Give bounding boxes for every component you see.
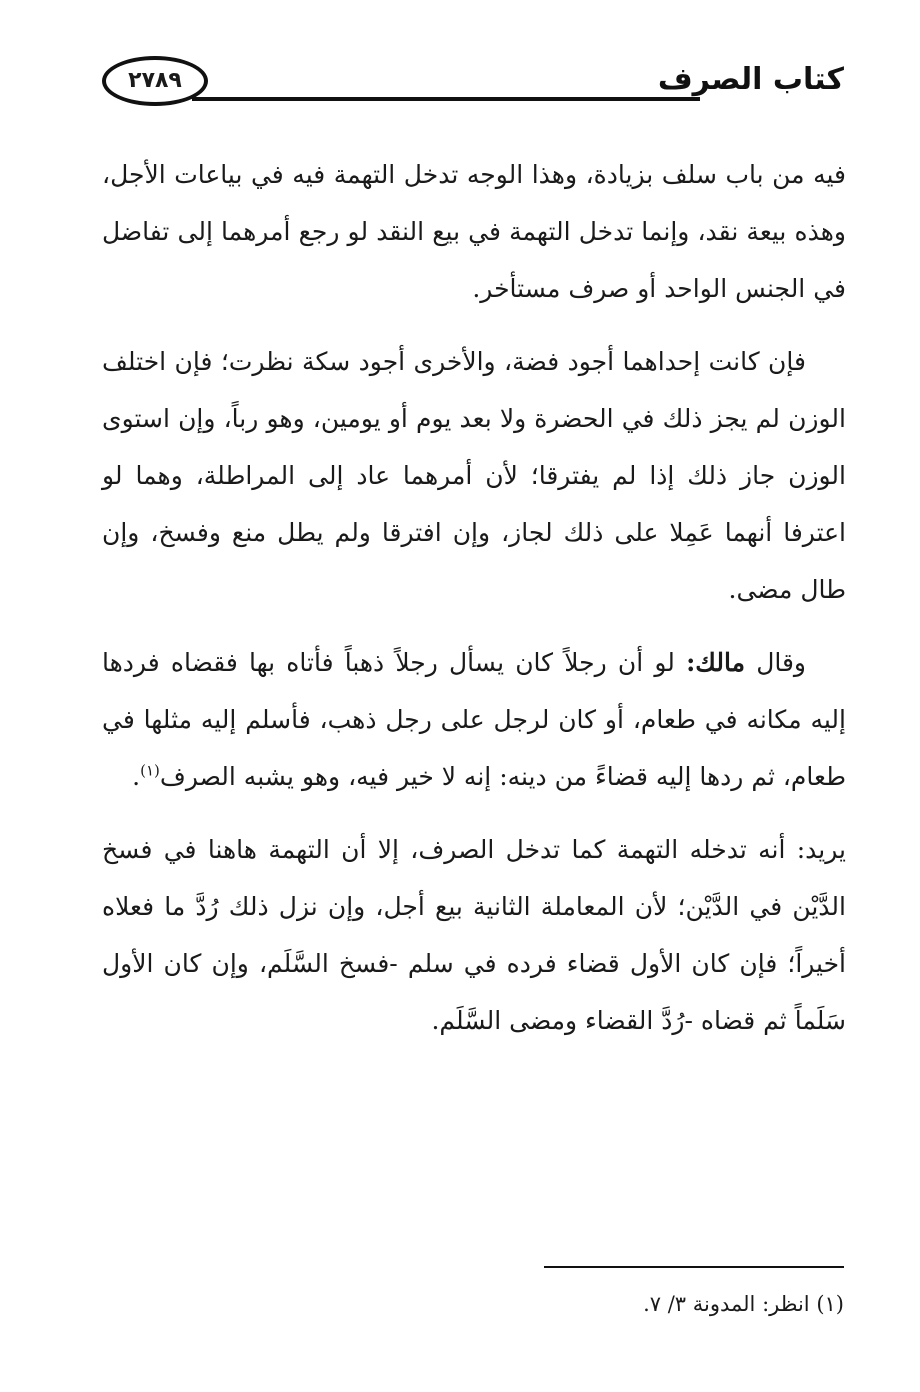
paragraph-1: فيه من باب سلف بزيادة، وهذا الوجه تدخل التهمة فيه في بياعات الأجل، وهذه بيعة نقد، وإنما تدخل التهمة في بيع النقد لو رجع أمرهما إلى تفاضل في الجنس الواحد أو صرف مستأخر.	[102, 160, 846, 303]
page-number: ٢٧٨٩	[128, 68, 182, 93]
paragraph-3-lead: وقال	[756, 648, 806, 677]
paragraph-3-end: .	[132, 762, 141, 791]
paragraph-3-text: لو أن رجلاً كان يسأل رجلاً ذهباً فأتاه بها فقضاه فردها إليه مكانه في طعام، أو كان لرجل على رجل ذهب، فأسلم إليه مثلها في طعام، ثم ردها إليه قضاءً من دينه: إنه لا خير فيه، وهو يشبه الصرف	[102, 648, 846, 791]
speaker-name: مالك:	[686, 648, 745, 677]
page-number-oval	[102, 56, 208, 106]
paragraph-4: يريد: أنه تدخله التهمة كما تدخل الصرف، إلا أن التهمة هاهنا في فسخ الدَّيْن في الدَّيْن؛ لأن المعاملة الثانية بيع أجل، وإن نزل ذلك رُدَّ ما فعلاه أخيراً؛ فإن كان الأول قضاء فرده في سلم -فسخ السَّلَم، وإن كان الأول سَلَماً ثم قضاه -رُدَّ القضاء ومضى السَّلَم.	[102, 835, 846, 1035]
main-text	[102, 146, 846, 1065]
page-header	[96, 54, 848, 118]
footnote-separator	[544, 1266, 844, 1268]
header-rule	[192, 97, 700, 101]
footnote-1: (١) انظر: المدونة ٣/ ٧.	[643, 1292, 844, 1316]
paragraph-3	[102, 634, 846, 805]
paragraph-2: فإن كانت إحداهما أجود فضة، والأخرى أجود سكة نظرت؛ فإن اختلف الوزن لم يجز ذلك في الحضرة ولا بعد يوم أو يومين، وهو رباً، وإن استوى الوزن جاز ذلك إذا لم يفترقا؛ لأن أمرهما عاد إلى المراطلة، وهما لو اعترفا أنهما عَمِلا على ذلك لجاز، وإن افترقا ولم يطل منع وفسخ، وإن طال مضى.	[102, 347, 846, 604]
chapter-title: كتاب الصرف	[657, 62, 844, 97]
footnote-reference[interactable]: (١)	[140, 761, 160, 780]
